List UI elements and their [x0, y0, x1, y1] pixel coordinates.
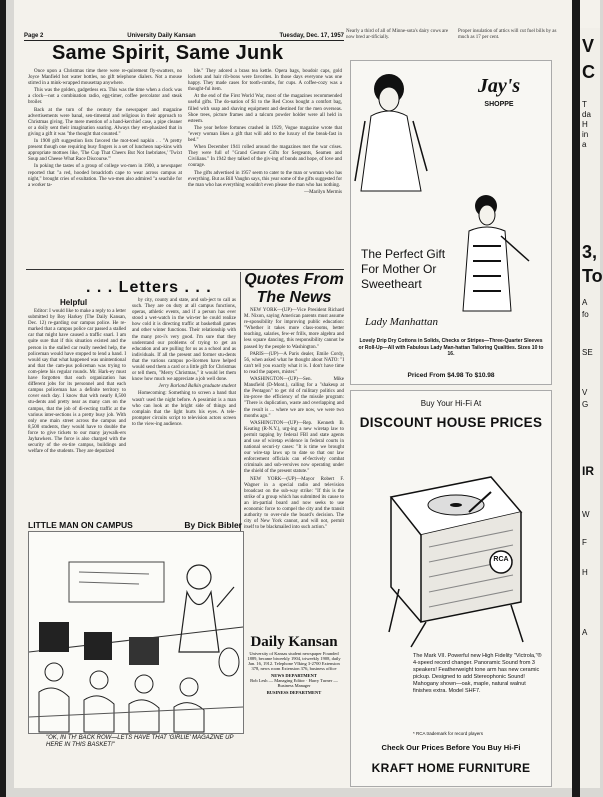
- quotes-column: [244, 308, 344, 632]
- ad-headline: DISCOUNT HOUSE PRICES: [359, 415, 543, 430]
- filler-text: Homecoming: Something to screen a band that wasn't used the night before. A pessimist is a man who can look at the bright side of things and complain that the light hurts his eyes. A tele-prompter circuits script to television actors screen to the view-ing audience.: [132, 391, 236, 427]
- section-rule: [26, 269, 344, 270]
- paper-name: University Daily Kansan: [127, 33, 196, 39]
- letters-column-2: [132, 298, 236, 514]
- cartoon-author: By Dick Bibler: [184, 520, 242, 530]
- ad-check-prices: Check Our Prices Before You Buy Hi-Fi: [381, 743, 521, 752]
- page-number: Page 2: [24, 33, 44, 39]
- adjacent-fragment: T: [582, 100, 587, 109]
- masthead-dept: NEWS DEPARTMENT: [271, 673, 317, 678]
- ad-illustration: [351, 61, 551, 384]
- paragraph: The year before fortunes crashed in 1929, Vogue magazine wrote that "every woman likes a gift that will add to the luxury of the break-fast in bed.": [188, 125, 342, 144]
- cartoon-caption: "OK, IN TH' BACK ROW—LETS HAVE THAT 'GIRLIE' MAGAZINE UP HERE IN THIS BASKET!": [46, 735, 234, 748]
- scan-edge-left: [0, 0, 6, 797]
- adjacent-fragment: A: [582, 628, 588, 637]
- adjacent-fragment: C: [582, 62, 595, 82]
- page-top-margin: [14, 0, 600, 28]
- cartoon-illustration: [28, 531, 244, 734]
- filler-item: Nearly a third of all of Minne-sota's dairy cows are now bred ar-tificially.: [346, 29, 449, 40]
- scan-edge-gutter: [572, 0, 580, 797]
- adjacent-fragment: F: [582, 538, 587, 547]
- ad-top-line: Buy Your Hi-Fi At: [420, 399, 482, 408]
- ad-trademark: * RCA trademark for record players: [413, 731, 484, 736]
- masthead-title: Daily Kansan: [250, 634, 338, 650]
- letter-signature: Jerry Barland Balkin graduate student: [158, 384, 236, 390]
- cartoon-drawing: [29, 532, 243, 733]
- paragraph: In poking the tastes of a group of college wo-men in 1900, a newspaper reported that "a red, hooded broadcloth cape to wear across campus at night," brought cries of exultation. The wo-men also admired "a seachile for a worker ta-: [28, 164, 182, 188]
- page-header: [24, 33, 344, 39]
- editorial-column-1: [28, 69, 182, 265]
- adjacent-fragment: a: [582, 140, 587, 149]
- adjacent-fragment: SE: [582, 348, 593, 357]
- adjacent-page-strip: [580, 28, 603, 788]
- masthead-info: University of Kansas student newspaper Founded 1889, became biweekly 1904, triweekly 1908, daily Jan. 16, 1912. Telephone VIking 3-2700 Extension 378, news room Extension 376, business office: [247, 651, 341, 671]
- cartoon-title: LITTLE MAN ON CAMPUS: [28, 520, 133, 530]
- masthead-box: [244, 634, 344, 695]
- adjacent-fragment: To: [582, 266, 603, 286]
- adjacent-fragment: V: [582, 36, 595, 56]
- cartoon-header: [28, 520, 242, 530]
- adjacent-fragment: fo: [582, 310, 589, 319]
- filler-item: Proper insulation of attics will cut fuel bills by as much as 17 per cent.: [458, 29, 557, 40]
- editorial-title: Same Spirit, Same Junk: [52, 42, 284, 64]
- record-player-illustration: [351, 437, 551, 647]
- paragraph: When December 1941 rolled around the magazines met the war crises. They were full of "Grand Gesture Gifts for Sergeants, Seamen and Civilians." In 1942 they talked of the giv-ing of bonds and hope, of love and courage.: [188, 145, 342, 169]
- rca-logo: RCA: [493, 556, 509, 563]
- adjacent-fragment: H: [582, 568, 588, 577]
- adjacent-fragment: in: [582, 130, 589, 139]
- adjacent-fragment: W: [582, 510, 590, 519]
- ad-store-name: Jay's: [477, 75, 521, 97]
- adjacent-fragment: G: [582, 400, 589, 409]
- letter-body: by city, county and state, and sub-ject to call as such. They are on duty at all campus functions, operas, athletic events, and if a person has ever stood a wet-watch in the win-ter he could realize how cold it is directing traffic at basketball games and other winter functions. Their relationship with the many pro-i's very good. I'm sure that they understand our problems of trying to get an education and are pulling for us as a school and as individuals. If all the present and former stu-dents that the various campus po-licemen have helped would send them a card or a little gift for Christmas or tell them, "Merry Christmas," it would let them know how much we appreciate a job well done.: [132, 298, 236, 383]
- editorial-column-2: [188, 69, 342, 265]
- paragraph: At the end of the First World War, most of the magazines recommended useful gifts. The do-nation of $1 to the Red Cross bought a comfort bag, filled with soap and shaving equipment and destined for the men overseas. Shoe trees, picture frames and a talcum powder holder were all held in esteem.: [188, 94, 342, 124]
- adjacent-fragment: A: [582, 298, 588, 307]
- quote-item: NEW YORK—(UP)—Mayor Robert F. Wagner in a special radio and television broadcast on the sub-way strike: "If this is the strike of a group which has submitted its cause to an im-partial board and now seeks to use economic force to compel the city and the transit authority to over-rule the board's decision. The city of New York cannot, and will not, permit itself to be blackmailed into such action.": [244, 476, 344, 531]
- letter-body: Editor: I would like to make a reply to a letter submitted by Boy Harkey (The Daily Kansan, Dec. 12) re-garding our campus police. He re-marked that a campus police car passed a stalled car that might have caused a traffic snarl. I am quite sure that if this situation existed and the person in the stalled car really needed help, the policeman would have stopped to lend a hand. I would say that what happened was unintentional and that the cam-pus policeman was trying to com-plete his regular rounds. Mr. Hark-ey must have forgotten that each organization has different jobs for its personnel and that each campus policeman has a definite territory to cover each day. I know that with nearly 8,500 stu-dents and pretty near as many cars on the campus, that the job of di-recting traffic at the various inter-sections is a pretty busy job. With only one main street across the campus and 8,500 students, they would have to double the force to give tickets to our many jaywalk-ers Jayhawkers. The force is also charged with the security of the en-tire campus, buildings and welfare of the students. They are deputized: [28, 309, 126, 455]
- letters-column-1: [28, 309, 126, 515]
- kraft-furniture-ad: [350, 390, 552, 787]
- paragraph: Once upon a Christmas time there were re-quirement fly-swatters, no Joyce Manfield hot water bottles, no gift telephone dialers. Not a mouse stirred in a mink-wrapped mousetrap anywhere.: [28, 69, 182, 87]
- quote-item: NEW YORK—(UP)—Vice President Richard M. Nixon, saying American parents must assume re-sponsibility for improving public education: "Whether it takes more class-rooms, better teaching, salaries, few-er frills, more algebra and less square dancing, this responsibility cannot be passed by the people to Washington.": [244, 308, 344, 350]
- ad-store-sub: SHOPPE: [484, 101, 514, 108]
- ad-body: The Mark VII. Powerful new High Fidelity "Victrola,"® 4-speed record changer. Panoramic Sound from 3 speakers! Featherweight tone arm has new ceramic pickup. Designed to add Stereophonic Sound! Mahogany shown—oak, maple, natural walnut finishes extra. Model SHF7.: [413, 653, 542, 694]
- header-rule: [24, 40, 344, 41]
- issue-date: Tuesday, Dec. 17, 1957: [279, 33, 344, 39]
- masthead-staff: Bob Lesh — Managing Editor · Harry Turner — Business Manager: [250, 678, 338, 688]
- adjacent-fragment: V: [582, 388, 588, 397]
- paragraph: This was the golden, gadgetless era. This was the time when a clock was a clock—not a combination radio, egg-timer, coffee percolator and steak broiler.: [28, 88, 182, 106]
- adjacent-fragment: IR: [582, 464, 594, 478]
- paragraph: In 1900 gift suggestion lists favored the mot-toed napkin . . "A pretty present though one requiring busy fingers is a set of luncheon nap-kins with appropriate mottoes like, 'The Cup That Cheers But Not Inebriates,' 'Twixt Soup and Cheese What Race Discourse.'": [28, 139, 182, 163]
- ad-brand: Lady Manhattan: [365, 316, 439, 328]
- quote-item: WASHINGTON—(UP)—Sen. Mike Mansfield (D-Mont.), calling for a "shakeup at the Pentagon" to get rid of military politics and im-prove the efficiency of the missile program: "There is duplication, waste and overlapping and the result is ... where we are now, we were two months ago.": [244, 377, 344, 419]
- letter-subhead: Helpful: [60, 298, 88, 307]
- jays-shoppe-ad: [350, 60, 552, 385]
- adjacent-fragment: 3,: [582, 242, 598, 262]
- adjacent-fragment: da: [582, 110, 591, 119]
- ad-price: Priced From $4.98 To $10.98: [407, 372, 495, 379]
- quote-item: PARIS—(UP)—A Paris dealer, Emile Cordy, 56, when asked what he thought about NATO: "I can't tell you exactly what it is. I don't have time to read the papers, mister.": [244, 351, 344, 375]
- ad-body: Lovely Drip Dry Cottons in Solids, Checks or Stripes—Three-Quarter Sleeves or Roll-Up—All with Fabulous Lady Man-hattan Tailoring Qualities. Sizes 10 to 16.: [358, 338, 544, 357]
- ad-store-name: KRAFT HOME FURNITURE: [371, 761, 531, 775]
- quote-item: WASHINGTON—(UP)—Rep. Kenneth B. Keating (R-N.Y.), urg-ing a new wiretap law to permit tapping by federal FBI and state agents and use of wiretap evidence in federal courts in national securi-ty cases: "It is time we brought our wire-tap laws up to date so that our law enforcement officials can ef-fectively combat criminals and sub-versives now operating under the shield of the present statute.": [244, 420, 344, 475]
- masthead-dept: BUSINESS DEPARTMENT: [266, 690, 322, 695]
- adjacent-fragment: H: [582, 120, 588, 129]
- letters-title: . . . Letters . . .: [86, 279, 212, 296]
- editorial-byline: —Marilyn Mermis: [304, 189, 342, 195]
- paragraph: ble." They adored a brass tea kettle. Opera bags, boudoir caps, gold lockets and hair rib-bons were favorites. In those days everyone was one happy. They made cases for tooth-combs, for cups. A coffee-cozy was a thought-ful item.: [188, 69, 342, 93]
- ad-headline: The Perfect Gift For Mother Or Sweetheart: [361, 247, 446, 291]
- paragraph: The gifts advertised in 1957 seem to cater to the man or woman who has everything. But as Bill Vaughn says, this year some of the gifts suggested for the man who has everything wouldn't even please the man who has nothing.: [188, 170, 342, 188]
- paragraph: Back at the turn of the century the newspaper and magazine advertisements were banal, sen-timental and religious in their approach to Christmas giving. The mere mention of a hand-kerchief case, a pipe cleaner or a doily sent their imagination soaring. Always they em-phasized that in giving a gift it was "the thought that counted.": [28, 107, 182, 137]
- quotes-title: Quotes From The News: [244, 271, 344, 306]
